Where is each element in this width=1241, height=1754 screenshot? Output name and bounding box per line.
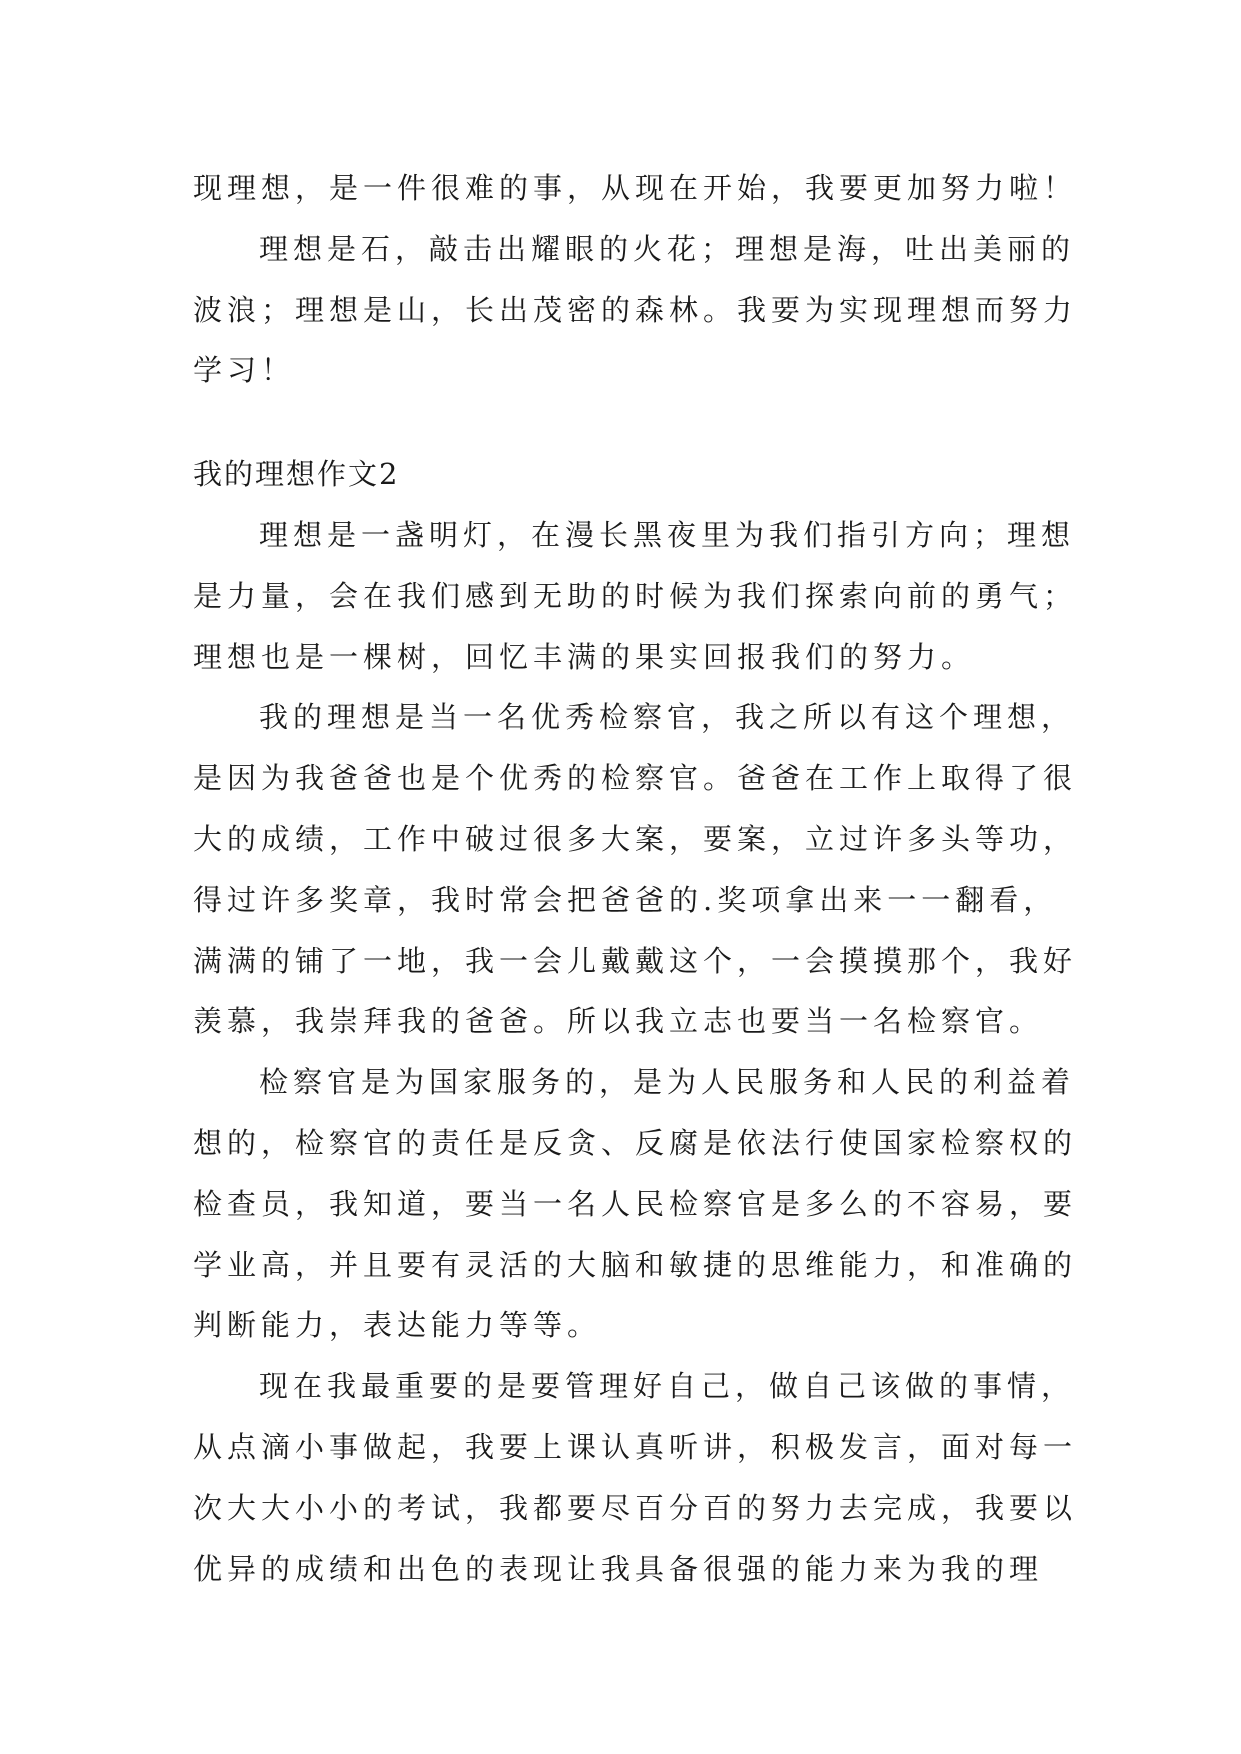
text-line: 是因为我爸爸也是个优秀的检察官。爸爸在工作上取得了很 bbox=[193, 761, 1078, 796]
text-line: 波浪；理想是山，长出茂密的森林。我要为实现理想而努力 bbox=[193, 292, 1078, 327]
paragraph-start-line: 现在我最重要的是要管理好自己，做自己该做的事情， bbox=[259, 1369, 1076, 1404]
text-line: 羡慕，我崇拜我的爸爸。所以我立志也要当一名检察官。 bbox=[193, 1004, 1044, 1039]
text-line: 满满的铺了一地，我一会儿戴戴这个，一会摸摸那个，我好 bbox=[193, 943, 1078, 978]
paragraph-start-line: 理想是一盏明灯，在漫长黑夜里为我们指引方向；理想 bbox=[259, 517, 1076, 552]
text-line: 学业高，并且要有灵活的大脑和敏捷的思维能力，和准确的 bbox=[193, 1247, 1078, 1282]
text-line: 从点滴小事做起，我要上课认真听讲，积极发言，面对每一 bbox=[193, 1429, 1078, 1464]
text-line: 大的成绩，工作中破过很多大案，要案，立过许多头等功， bbox=[193, 821, 1078, 856]
paragraph-start-line: 检察官是为国家服务的，是为人民服务和人民的利益着 bbox=[259, 1065, 1076, 1100]
text-line: 想的，检察官的责任是反贪、反腐是依法行使国家检察权的 bbox=[193, 1125, 1078, 1160]
paragraph-start-line: 理想是石，敲击出耀眼的火花；理想是海，吐出美丽的 bbox=[259, 231, 1076, 266]
paragraph-start-line: 我的理想是当一名优秀检察官，我之所以有这个理想， bbox=[259, 700, 1076, 735]
text-line: 判断能力，表达能力等等。 bbox=[193, 1308, 602, 1343]
section-heading: 我的理想作文2 bbox=[193, 457, 400, 492]
text-line: 是力量，会在我们感到无助的时候为我们探索向前的勇气； bbox=[193, 578, 1078, 613]
text-line: 理想也是一棵树，回忆丰满的果实回报我们的努力。 bbox=[193, 639, 976, 674]
text-line: 得过许多奖章，我时常会把爸爸的.奖项拿出来一一翻看， bbox=[193, 882, 1058, 917]
text-line: 次大大小小的考试，我都要尽百分百的努力去完成，我要以 bbox=[193, 1490, 1078, 1525]
section-gap bbox=[193, 401, 1073, 444]
text-line: 优异的成绩和出色的表现让我具备很强的能力来为我的理 bbox=[193, 1551, 1044, 1586]
text-line: 学习！ bbox=[193, 353, 296, 388]
text-line: 现理想，是一件很难的事，从现在开始，我要更加努力啦！ bbox=[193, 171, 1078, 205]
text-line: 检查员，我知道，要当一名人民检察官是多么的不容易，要 bbox=[193, 1186, 1078, 1221]
document-body bbox=[193, 158, 1078, 1599]
